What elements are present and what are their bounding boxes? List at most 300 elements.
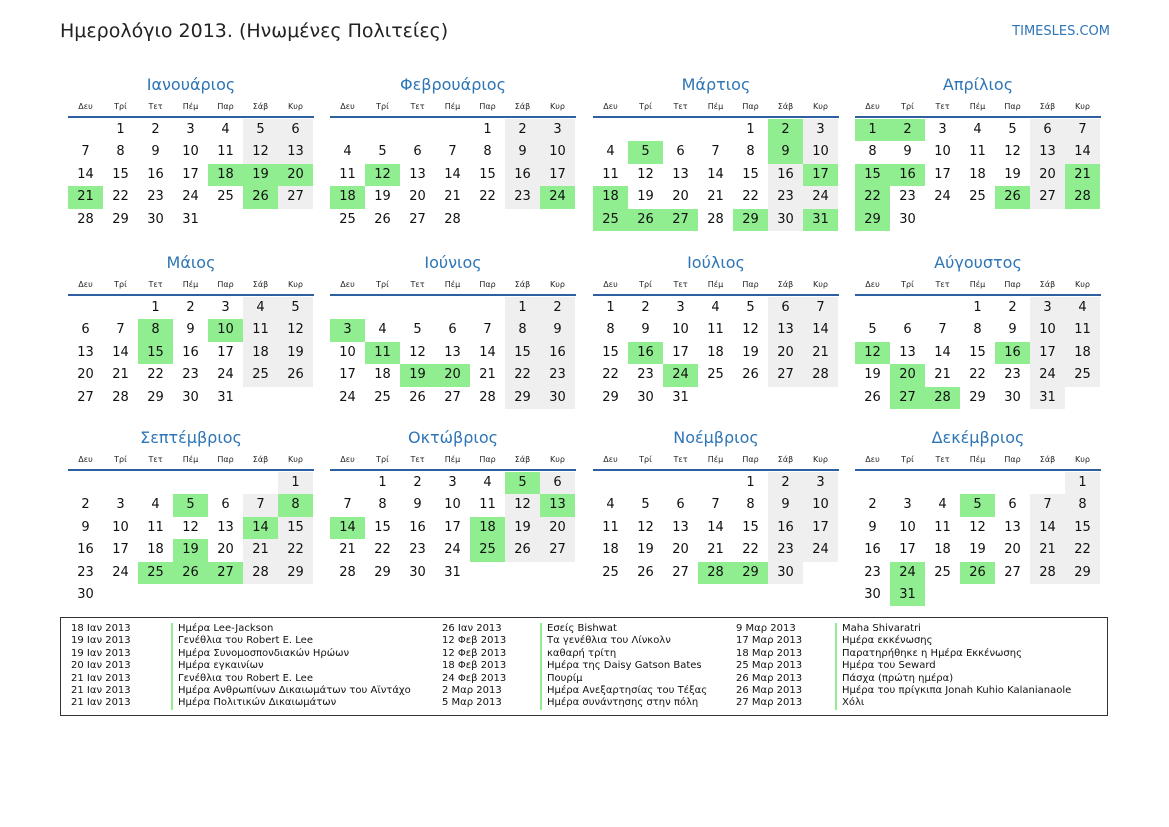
days-grid (68, 472, 314, 606)
day-cell: 14 (707, 166, 724, 182)
day-cell: 15 (112, 166, 129, 182)
holiday-day: 20 (278, 164, 313, 186)
day-cell: 20 (1030, 164, 1065, 186)
weekday-label: Τρί (376, 102, 389, 111)
day-cell: 4 (1065, 297, 1100, 319)
day-cell: 3 (186, 122, 195, 137)
day-cell: 14 (934, 344, 951, 360)
day-cell: 8 (1065, 494, 1100, 516)
day-cell: 17 (217, 344, 234, 360)
legend-date: 12 Φεβ 2013 (442, 635, 507, 647)
legend-date: 18 Μαρ 2013 (736, 647, 803, 659)
legend-holiday-name: Ημέρα συνάντησης στην πόλη (540, 697, 698, 709)
day-cell: 27 (1004, 564, 1021, 580)
day-cell: 7 (448, 144, 457, 160)
day-cell: 13 (217, 519, 234, 535)
legend-holiday-name: Ημέρα εγκαινίων (171, 660, 264, 672)
day-cell: 7 (803, 297, 838, 319)
day-cell: 27 (768, 364, 803, 386)
day-cell: 12 (637, 519, 654, 535)
day-cell: 24 (803, 539, 838, 561)
empty-cell (365, 297, 400, 319)
weekday-label: Πέμ (444, 102, 461, 111)
day-cell: 12 (969, 519, 986, 535)
empty-cell (628, 472, 663, 494)
day-cell: 25 (339, 211, 356, 227)
day-cell: 2 (1008, 300, 1017, 315)
day-cell: 8 (746, 497, 755, 513)
day-cell: 18 (374, 367, 391, 383)
weekday-label: Σάβ (252, 102, 269, 111)
day-cell: 2 (186, 300, 195, 315)
day-cell: 23 (147, 189, 164, 205)
day-cell: 4 (483, 475, 492, 490)
holiday-day: 21 (1065, 164, 1100, 186)
weekday-label: Πέμ (707, 102, 724, 111)
day-cell: 24 (339, 389, 356, 405)
days-grid (593, 472, 839, 584)
day-cell: 22 (112, 189, 129, 205)
weekday-label: Τετ (673, 102, 688, 111)
weekday-label: Δευ (340, 455, 355, 464)
weekday-label: Δευ (340, 280, 355, 289)
holiday-day: 26 (995, 186, 1030, 208)
day-cell: 12 (505, 494, 540, 516)
day-cell: 1 (505, 297, 540, 319)
day-cell: 27 (278, 186, 313, 208)
day-cell: 4 (221, 122, 230, 137)
holiday-day: 19 (173, 539, 208, 561)
month-5 (68, 250, 314, 409)
holiday-day: 2 (768, 119, 803, 141)
day-cell: 28 (707, 211, 724, 227)
day-cell: 28 (1030, 562, 1065, 584)
weekday-label: Σάβ (514, 102, 531, 111)
day-cell: 10 (899, 519, 916, 535)
day-cell: 31 (672, 389, 689, 405)
day-cell: 1 (278, 472, 313, 494)
holiday-day: 15 (138, 342, 173, 364)
weekday-label: Τρί (114, 102, 127, 111)
day-cell: 11 (602, 519, 619, 535)
day-cell: 17 (182, 166, 199, 182)
day-cell: 5 (278, 297, 313, 319)
days-grid (593, 297, 839, 409)
day-cell: 9 (540, 319, 575, 341)
day-cell: 24 (112, 564, 129, 580)
weekday-label: Σάβ (514, 280, 531, 289)
day-cell: 26 (409, 389, 426, 405)
legend-holiday-name: Τα γενέθλια του Λίνκολν (540, 635, 671, 647)
weekday-label: Δευ (78, 102, 93, 111)
day-cell: 17 (1030, 342, 1065, 364)
day-cell: 28 (77, 211, 94, 227)
day-cell: 17 (339, 367, 356, 383)
legend-holiday-name: Παρατηρήθηκε η Ημέρα Εκκένωσης (835, 648, 1022, 660)
day-cell: 20 (217, 542, 234, 558)
day-cell: 14 (77, 166, 94, 182)
day-cell: 9 (868, 519, 877, 535)
day-cell: 30 (1004, 389, 1021, 405)
weekday-header (330, 98, 576, 118)
weekday-label: Τρί (376, 455, 389, 464)
day-cell: 1 (746, 475, 755, 490)
day-cell: 17 (444, 519, 461, 535)
weekday-header (855, 98, 1101, 118)
day-cell: 12 (182, 519, 199, 535)
empty-cell (138, 472, 173, 494)
day-cell: 15 (278, 517, 313, 539)
holiday-day: 31 (890, 584, 925, 606)
day-cell: 29 (505, 387, 540, 409)
day-cell: 5 (413, 322, 422, 338)
empty-cell (435, 119, 470, 141)
weekday-label: Κυρ (550, 102, 565, 111)
day-cell: 3 (938, 122, 947, 137)
weekday-label: Κυρ (288, 280, 303, 289)
holiday-day: 24 (540, 186, 575, 208)
day-cell: 6 (278, 119, 313, 141)
days-grid (593, 119, 839, 231)
site-link[interactable]: TIMESLES.COM (1012, 24, 1110, 39)
legend-date: 5 Μαρ 2013 (442, 697, 502, 709)
legend-holiday-name: Ημέρα Πολιτικών Δικαιωμάτων (171, 697, 336, 709)
day-cell: 2 (641, 300, 650, 315)
day-cell: 3 (448, 475, 457, 490)
day-cell: 20 (768, 342, 803, 364)
empty-cell (68, 472, 103, 494)
day-cell: 8 (116, 144, 125, 160)
day-cell: 6 (903, 322, 912, 338)
day-cell: 10 (934, 144, 951, 160)
day-cell: 4 (938, 497, 947, 513)
days-grid (855, 472, 1101, 606)
day-cell: 26 (374, 211, 391, 227)
holiday-day: 22 (855, 186, 890, 208)
day-cell: 30 (864, 586, 881, 602)
holiday-day: 17 (803, 164, 838, 186)
day-cell: 19 (742, 344, 759, 360)
day-cell: 1 (116, 122, 125, 137)
day-cell: 23 (864, 564, 881, 580)
day-cell: 14 (112, 344, 129, 360)
day-cell: 21 (112, 367, 129, 383)
day-cell: 25 (1065, 364, 1100, 386)
day-cell: 14 (707, 519, 724, 535)
holiday-legend (60, 617, 1108, 716)
day-cell: 15 (1065, 517, 1100, 539)
day-cell: 10 (540, 141, 575, 163)
legend-holiday-name: Χόλι (835, 697, 864, 709)
holiday-day: 19 (243, 164, 278, 186)
empty-cell (925, 297, 960, 319)
weekday-header (855, 276, 1101, 296)
day-cell: 13 (768, 319, 803, 341)
day-cell: 29 (147, 389, 164, 405)
day-cell: 20 (540, 517, 575, 539)
month-6 (330, 250, 576, 409)
legend-date: 20 Ιαν 2013 (71, 660, 131, 672)
weekday-label: Τετ (410, 102, 425, 111)
days-grid (855, 297, 1101, 409)
day-cell: 10 (803, 494, 838, 516)
weekday-label: Τετ (410, 455, 425, 464)
day-cell: 25 (969, 189, 986, 205)
weekday-label: Σάβ (1039, 102, 1056, 111)
legend-date: 25 Μαρ 2013 (736, 660, 803, 672)
day-cell: 2 (151, 122, 160, 137)
day-cell: 6 (1008, 497, 1017, 513)
weekday-label: Κυρ (813, 280, 828, 289)
day-cell: 30 (77, 586, 94, 602)
weekday-label: Πέμ (444, 455, 461, 464)
holiday-day: 27 (208, 562, 243, 584)
weekday-label: Δευ (865, 102, 880, 111)
empty-cell (470, 297, 505, 319)
weekday-header (593, 98, 839, 118)
month-name: Μάρτιος (681, 75, 751, 94)
weekday-label: Τρί (639, 455, 652, 464)
day-cell: 31 (182, 211, 199, 227)
month-3 (593, 72, 839, 231)
month-2 (330, 72, 576, 231)
day-cell: 19 (1004, 166, 1021, 182)
day-cell: 21 (707, 189, 724, 205)
holiday-day: 10 (208, 319, 243, 341)
legend-date: 26 Μαρ 2013 (736, 685, 803, 696)
day-cell: 24 (182, 189, 199, 205)
day-cell: 26 (742, 367, 759, 383)
day-cell: 25 (374, 389, 391, 405)
day-cell: 26 (637, 564, 654, 580)
day-cell: 16 (540, 342, 575, 364)
day-cell: 11 (707, 322, 724, 338)
weekday-label: Παρ (217, 455, 234, 464)
legend-date: 18 Φεβ 2013 (442, 660, 507, 672)
day-cell: 6 (448, 322, 457, 338)
holiday-day: 5 (505, 472, 540, 494)
day-cell: 16 (147, 166, 164, 182)
day-cell: 2 (768, 472, 803, 494)
weekday-header (593, 451, 839, 471)
page-title: Ημερολόγιο 2013. (Ηνωμένες Πολιτείες) (60, 20, 449, 42)
holiday-day: 29 (855, 209, 890, 231)
day-cell: 2 (540, 297, 575, 319)
day-cell: 28 (444, 211, 461, 227)
day-cell: 23 (768, 539, 803, 561)
weekday-label: Παρ (1004, 102, 1021, 111)
days-grid (855, 119, 1101, 231)
day-cell: 25 (934, 564, 951, 580)
weekday-label: Παρ (742, 455, 759, 464)
weekday-label: Σάβ (1039, 280, 1056, 289)
day-cell: 6 (221, 497, 230, 513)
empty-cell (698, 119, 733, 141)
day-cell: 16 (505, 164, 540, 186)
weekday-label: Παρ (742, 102, 759, 111)
empty-cell (1030, 472, 1065, 494)
holiday-day: 16 (628, 342, 663, 364)
day-cell: 19 (505, 517, 540, 539)
day-cell: 24 (934, 189, 951, 205)
weekday-label: Δευ (865, 455, 880, 464)
days-grid (330, 297, 576, 409)
weekday-label: Τετ (935, 102, 950, 111)
weekday-header (330, 276, 576, 296)
day-cell: 19 (374, 189, 391, 205)
day-cell: 28 (479, 389, 496, 405)
day-cell: 20 (409, 189, 426, 205)
empty-cell (663, 119, 698, 141)
day-cell: 15 (742, 166, 759, 182)
weekday-label: Κυρ (288, 455, 303, 464)
day-cell: 13 (899, 344, 916, 360)
holiday-day: 16 (995, 342, 1030, 364)
weekday-label: Δευ (78, 280, 93, 289)
weekday-label: Τρί (114, 455, 127, 464)
month-name: Φεβρουάριος (400, 75, 506, 94)
empty-cell (103, 472, 138, 494)
empty-cell (698, 472, 733, 494)
day-cell: 28 (339, 564, 356, 580)
day-cell: 4 (151, 497, 160, 513)
holiday-day: 18 (470, 517, 505, 539)
legend-date: 9 Μαρ 2013 (736, 623, 796, 634)
holiday-day: 29 (733, 209, 768, 231)
day-cell: 25 (243, 364, 278, 386)
day-cell: 13 (672, 166, 689, 182)
holiday-day: 25 (470, 539, 505, 561)
day-cell: 11 (969, 144, 986, 160)
holiday-day: 16 (890, 164, 925, 186)
day-cell: 3 (676, 300, 685, 315)
weekday-label: Δευ (603, 280, 618, 289)
weekday-label: Πέμ (969, 455, 986, 464)
day-cell: 3 (221, 300, 230, 315)
legend-holiday-name: Εσείς Bishwat (540, 623, 617, 635)
day-cell: 22 (602, 367, 619, 383)
day-cell: 3 (903, 497, 912, 513)
day-cell: 18 (243, 342, 278, 364)
legend-holiday-name: Γενέθλια του Robert E. Lee (171, 635, 313, 647)
day-cell: 8 (868, 144, 877, 160)
weekday-label: Τετ (148, 455, 163, 464)
holiday-day: 8 (278, 494, 313, 516)
day-cell: 1 (483, 122, 492, 137)
weekday-label: Παρ (1004, 455, 1021, 464)
day-cell: 22 (505, 364, 540, 386)
holiday-day: 2 (890, 119, 925, 141)
day-cell: 8 (378, 497, 387, 513)
holiday-day: 15 (855, 164, 890, 186)
day-cell: 10 (1030, 319, 1065, 341)
holiday-day: 29 (733, 562, 768, 584)
empty-cell (663, 472, 698, 494)
legend-date: 2 Μαρ 2013 (442, 685, 502, 696)
legend-date: 21 Ιαν 2013 (71, 697, 131, 709)
day-cell: 7 (1065, 119, 1100, 141)
day-cell: 23 (899, 189, 916, 205)
day-cell: 9 (151, 144, 160, 160)
day-cell: 2 (413, 475, 422, 490)
day-cell: 15 (505, 342, 540, 364)
day-cell: 4 (711, 300, 720, 315)
legend-holiday-name: Πάσχα (πρώτη ημέρα) (835, 673, 953, 685)
weekday-label: Κυρ (288, 102, 303, 111)
day-cell: 29 (112, 211, 129, 227)
weekday-label: Κυρ (550, 455, 565, 464)
legend-date: 24 Φεβ 2013 (442, 672, 507, 684)
weekday-label: Τρί (639, 280, 652, 289)
weekday-label: Τρί (114, 280, 127, 289)
holiday-day: 1 (855, 119, 890, 141)
day-cell: 10 (112, 519, 129, 535)
days-grid (68, 119, 314, 231)
weekday-label: Σάβ (777, 455, 794, 464)
day-cell: 18 (602, 542, 619, 558)
empty-cell (400, 297, 435, 319)
legend-holiday-name: Ημέρα Συνομοσπονδιακών Ηρώων (171, 648, 349, 660)
day-cell: 7 (711, 144, 720, 160)
legend-date: 19 Ιαν 2013 (71, 635, 131, 647)
weekday-header (593, 276, 839, 296)
weekday-header (855, 451, 1101, 471)
day-cell: 16 (182, 344, 199, 360)
empty-cell (995, 472, 1030, 494)
day-cell: 21 (479, 367, 496, 383)
day-cell: 3 (116, 497, 125, 513)
day-cell: 23 (505, 186, 540, 208)
day-cell: 27 (444, 389, 461, 405)
day-cell: 31 (1030, 387, 1065, 409)
day-cell: 11 (479, 497, 496, 513)
empty-cell (628, 119, 663, 141)
day-cell: 26 (864, 389, 881, 405)
day-cell: 4 (606, 144, 615, 160)
weekday-label: Τρί (901, 280, 914, 289)
holiday-day: 14 (330, 517, 365, 539)
empty-cell (330, 297, 365, 319)
day-cell: 22 (1065, 539, 1100, 561)
weekday-header (68, 98, 314, 118)
weekday-label: Δευ (340, 102, 355, 111)
weekday-label: Κυρ (550, 280, 565, 289)
empty-cell (925, 472, 960, 494)
day-cell: 8 (606, 322, 615, 338)
day-cell: 1 (973, 300, 982, 315)
day-cell: 7 (81, 144, 90, 160)
day-cell: 20 (672, 189, 689, 205)
day-cell: 7 (483, 322, 492, 338)
day-cell: 24 (1030, 364, 1065, 386)
holiday-day: 5 (173, 494, 208, 516)
empty-cell (365, 119, 400, 141)
day-cell: 5 (378, 144, 387, 160)
month-name: Ιούλιος (687, 253, 745, 272)
holiday-day: 3 (330, 319, 365, 341)
weekday-label: Δευ (78, 455, 93, 464)
day-cell: 22 (147, 367, 164, 383)
month-name: Αύγουστος (934, 253, 1022, 272)
legend-holiday-name: Maha Shivaratri (835, 623, 921, 635)
day-cell: 30 (409, 564, 426, 580)
day-cell: 5 (868, 322, 877, 338)
day-cell: 13 (1030, 141, 1065, 163)
day-cell: 23 (637, 367, 654, 383)
day-cell: 8 (746, 144, 755, 160)
day-cell: 8 (973, 322, 982, 338)
day-cell: 15 (602, 344, 619, 360)
